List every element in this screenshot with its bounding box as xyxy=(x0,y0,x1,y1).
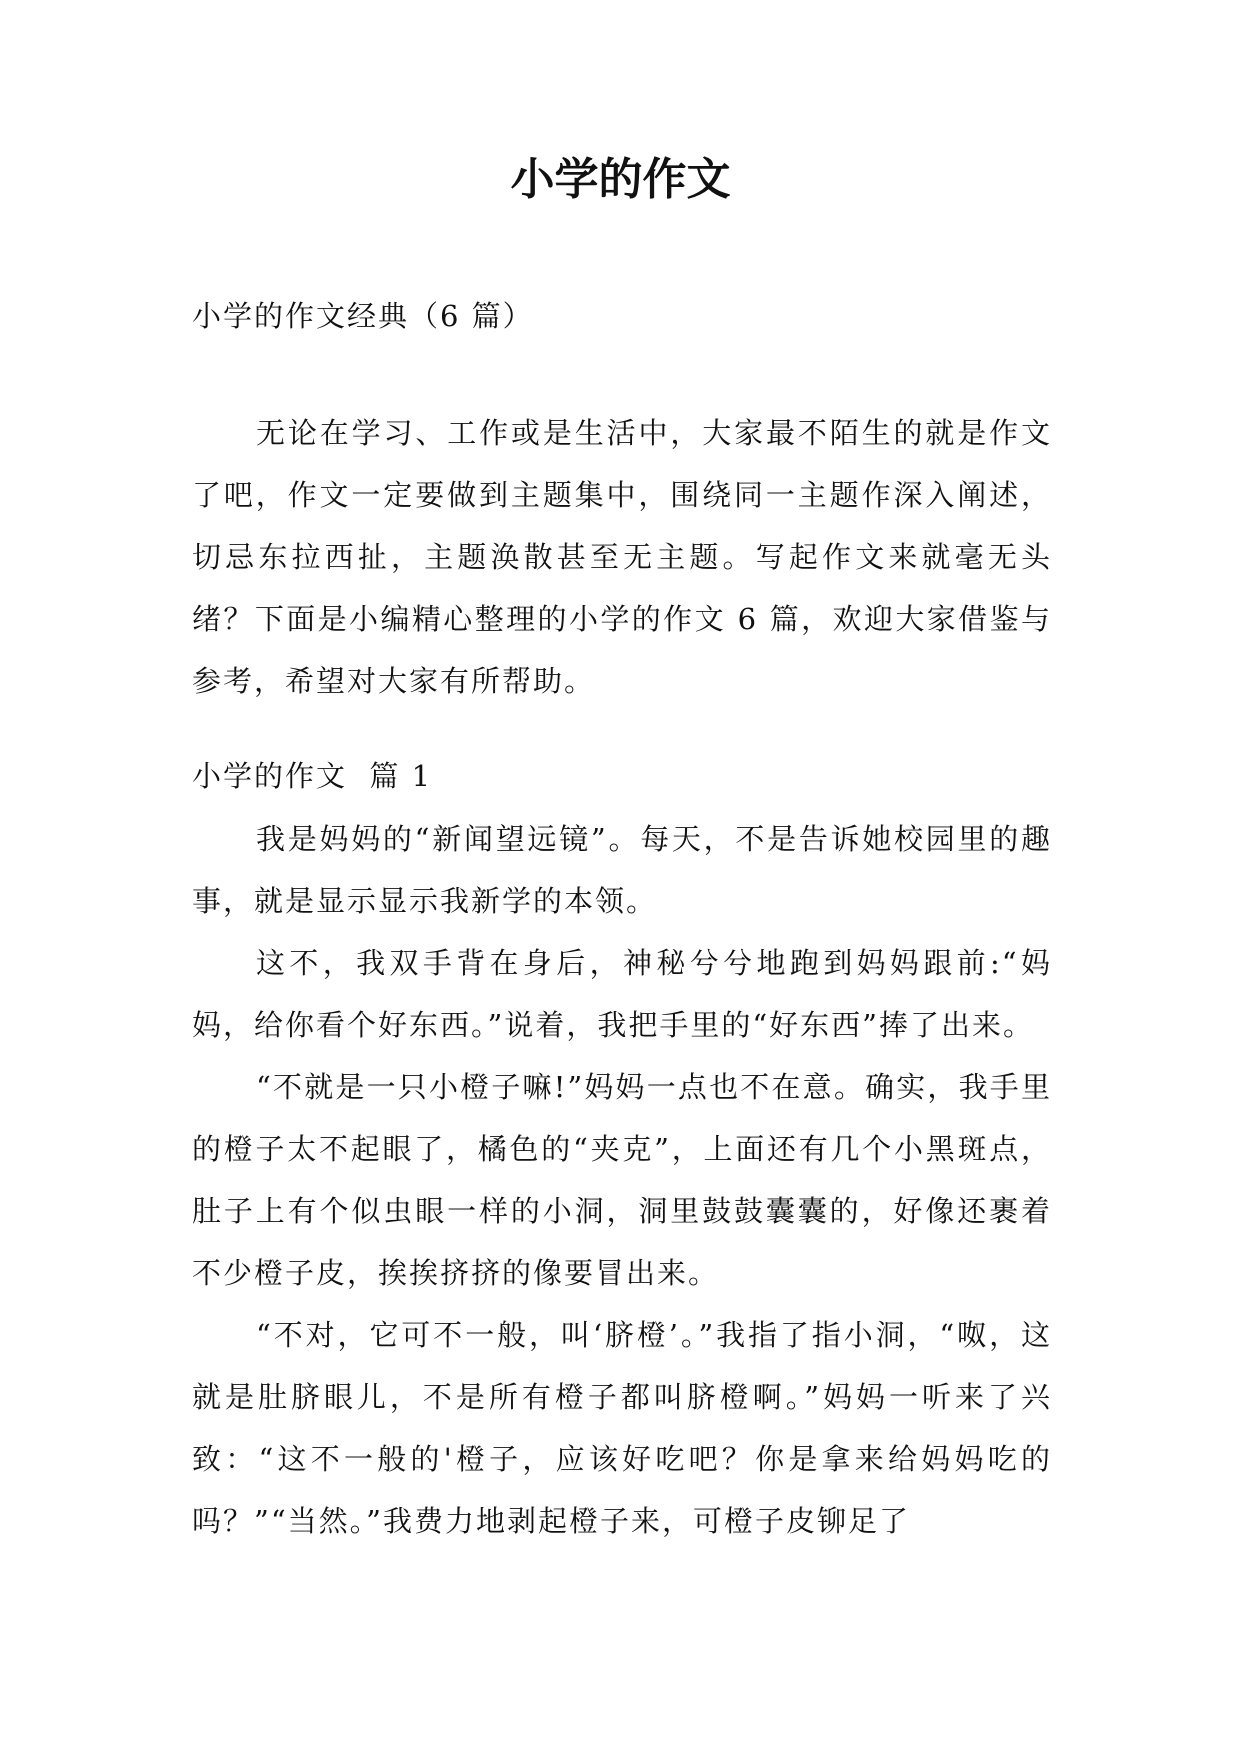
intro-paragraph: 无论在学习、工作或是生活中，大家最不陌生的就是作文了吧，作文一定要做到主题集中，围绕同一主题作深入阐述，切忌东拉西扯，主题涣散甚至无主题。写起作文来就毫无头绪？下面是小编精心整理的小学的作文 6 篇，欢迎大家借鉴与参考，希望对大家有所帮助。 xyxy=(192,416,1052,698)
document-title: 小学的作文 xyxy=(510,154,731,205)
essay-paragraph-3: “不就是一只小橙子嘛!”妈妈一点也不在意。确实，我手里的橙子太不起眼了，橘色的“夹克”，上面还有几个小黑斑点，肚子上有个似虫眼一样的小洞，洞里鼓鼓囊囊的，好像还裹着不少橙子皮，挨挨挤挤的像要冒出来。 xyxy=(192,1070,1052,1290)
essay-paragraph-4: “不对，它可不一般，叫‘脐橙’。”我指了指小洞，“呶，这就是肚脐眼儿，不是所有橙子都叫脐橙啊。”妈妈一听来了兴致：“这不一般的'橙子，应该好吃吧？你是拿来给妈妈吃的吗？”“当然。”我费力地剥起橙子来，可橙子皮铆足了 xyxy=(192,1318,1052,1538)
essay-paragraph-1: 我是妈妈的“新闻望远镜”。每天，不是告诉她校园里的趣事，就是显示显示我新学的本领。 xyxy=(192,822,1052,918)
section-heading: 小学的作文 篇 1 xyxy=(192,759,433,793)
document-subtitle: 小学的作文经典（6 篇） xyxy=(192,299,534,333)
essay-body xyxy=(192,808,1052,1552)
essay-paragraph-2: 这不，我双手背在身后，神秘兮兮地跑到妈妈跟前:“妈妈，给你看个好东西。”说着，我把手里的“好东西”捧了出来。 xyxy=(192,946,1052,1042)
intro-block xyxy=(192,402,1052,712)
